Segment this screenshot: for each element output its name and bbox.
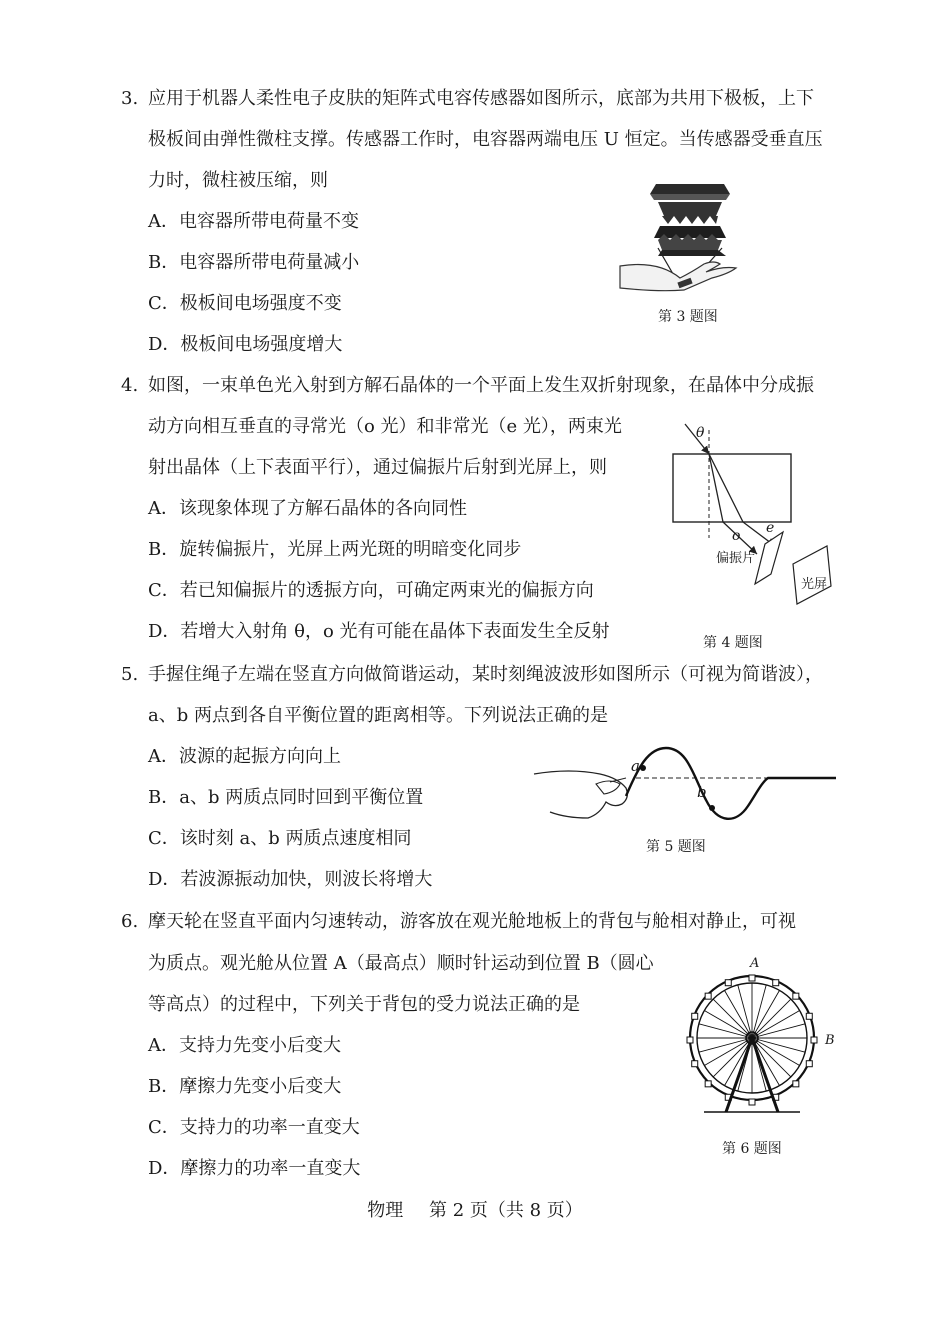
wheel-cabin [687, 1037, 693, 1043]
q5-number: 5. [121, 664, 139, 685]
q6-option-b: B．摩擦力先变小后变大 [148, 1076, 342, 1097]
q4-figure-caption: 第 4 题图 [703, 635, 763, 651]
wheel-cabin [749, 975, 755, 981]
q4-number: 4. [121, 375, 139, 396]
q6-stem-line1: 摩天轮在竖直平面内匀速转动，游客放在观光舱地板上的背包与舱相对静止，可视 [148, 911, 796, 932]
q4-option-c: C．若已知偏振片的透振方向，可确定两束光的偏振方向 [148, 580, 594, 601]
q5-option-d: D．若波源振动加快，则波长将增大 [148, 869, 433, 890]
q3-figure-caption: 第 3 题图 [658, 309, 718, 325]
q3-option-a: A．电容器所带电荷量不变 [148, 211, 359, 232]
q4-label-theta: θ [696, 425, 705, 441]
q4-option-a: A．该现象体现了方解石晶体的各向同性 [148, 498, 467, 519]
wheel-cabin [725, 980, 731, 986]
q5-stem-line2: a、b 两点到各自平衡位置的距离相等。下列说法正确的是 [148, 705, 608, 726]
wheel-cabin [749, 1099, 755, 1105]
q3-number: 3. [121, 88, 139, 109]
q6-option-c: C．支持力的功率一直变大 [148, 1117, 360, 1138]
q6-label-b: B [825, 1033, 835, 1048]
footer-subject: 物理 [367, 1200, 404, 1221]
wheel-spoke [752, 985, 766, 1038]
q4-label-o: o [732, 528, 741, 544]
q5-option-a: A．波源的起振方向向上 [148, 746, 341, 767]
q6-stem-line2: 为质点。观光舱从位置 A（最高点）顺时针运动到位置 B（圆心 [148, 953, 654, 974]
q4-option-d: D．若增大入射角 θ，o 光有可能在晶体下表面发生全反射 [148, 621, 610, 642]
wheel-spoke [752, 1024, 805, 1038]
q5-label-a: a [631, 757, 640, 775]
q4-label-e: e [766, 520, 775, 536]
wheel-cabin [705, 1081, 711, 1087]
q6-figure-ferris-wheel [686, 962, 826, 1122]
wheel-cabin [773, 980, 779, 986]
q4-stem-line1: 如图，一束单色光入射到方解石晶体的一个平面上发生双折射现象，在晶体中分成振 [148, 375, 814, 396]
wheel-spoke [699, 1024, 752, 1038]
q5-option-b: B．a、b 两质点同时回到平衡位置 [148, 787, 424, 808]
wheel-spoke [738, 985, 752, 1038]
q3-stem-line2: 极板间由弹性微柱支撑。传感器工作时，电容器两端电压 U 恒定。当传感器受垂直压 [148, 129, 823, 150]
q4-label-screen: 光屏 [801, 577, 828, 592]
wheel-cabin [806, 1013, 812, 1019]
q3-figure-sensor [618, 180, 748, 295]
q6-number: 6. [121, 911, 139, 932]
wheel-cabin [811, 1037, 817, 1043]
q6-stem-line3: 等高点）的过程中，下列关于背包的受力说法正确的是 [148, 994, 580, 1015]
wheel-cabin [705, 993, 711, 999]
q3-option-d: D．极板间电场强度增大 [148, 334, 343, 355]
q5-option-c: C．该时刻 a、b 两质点速度相同 [148, 828, 412, 849]
q6-label-a: A [750, 956, 760, 971]
q6-option-a: A．支持力先变小后变大 [148, 1035, 341, 1056]
wheel-spoke [752, 1038, 805, 1052]
q4-stem-line2: 动方向相互垂直的寻常光（o 光）和非常光（e 光），两束光 [148, 416, 622, 437]
page-footer [0, 1199, 950, 1223]
q3-option-b: B．电容器所带电荷量减小 [148, 252, 360, 273]
q4-stem-line3: 射出晶体（上下表面平行），通过偏振片后射到光屏上，则 [148, 457, 607, 478]
q4-option-b: B．旋转偏振片，光屏上两光斑的明暗变化同步 [148, 539, 522, 560]
q5-figure-rope-wave [530, 738, 840, 828]
q4-label-polarizer: 偏振片 [716, 551, 756, 566]
q6-figure-caption: 第 6 题图 [722, 1141, 782, 1157]
q3-stem-line3: 力时，微柱被压缩，则 [148, 170, 328, 191]
wheel-spoke [699, 1038, 752, 1052]
q6-option-d: D．摩擦力的功率一直变大 [148, 1158, 361, 1179]
q5-stem-line1: 手握住绳子左端在竖直方向做简谐运动，某时刻绳波波形如图所示（可视为简谐波）， [148, 664, 823, 685]
footer-page-number: 第 2 页（共 8 页） [428, 1200, 583, 1221]
q5-label-b: b [697, 783, 707, 801]
wheel-cabin [692, 1013, 698, 1019]
wheel-cabin [793, 1081, 799, 1087]
q3-stem-line1: 应用于机器人柔性电子皮肤的矩阵式电容传感器如图所示，底部为共用下极板，上下 [148, 88, 814, 109]
q3-option-c: C．极板间电场强度不变 [148, 293, 342, 314]
wheel-cabin [692, 1061, 698, 1067]
wheel-cabin [793, 993, 799, 999]
wheel-cabin [806, 1061, 812, 1067]
q5-figure-caption: 第 5 题图 [646, 839, 706, 855]
